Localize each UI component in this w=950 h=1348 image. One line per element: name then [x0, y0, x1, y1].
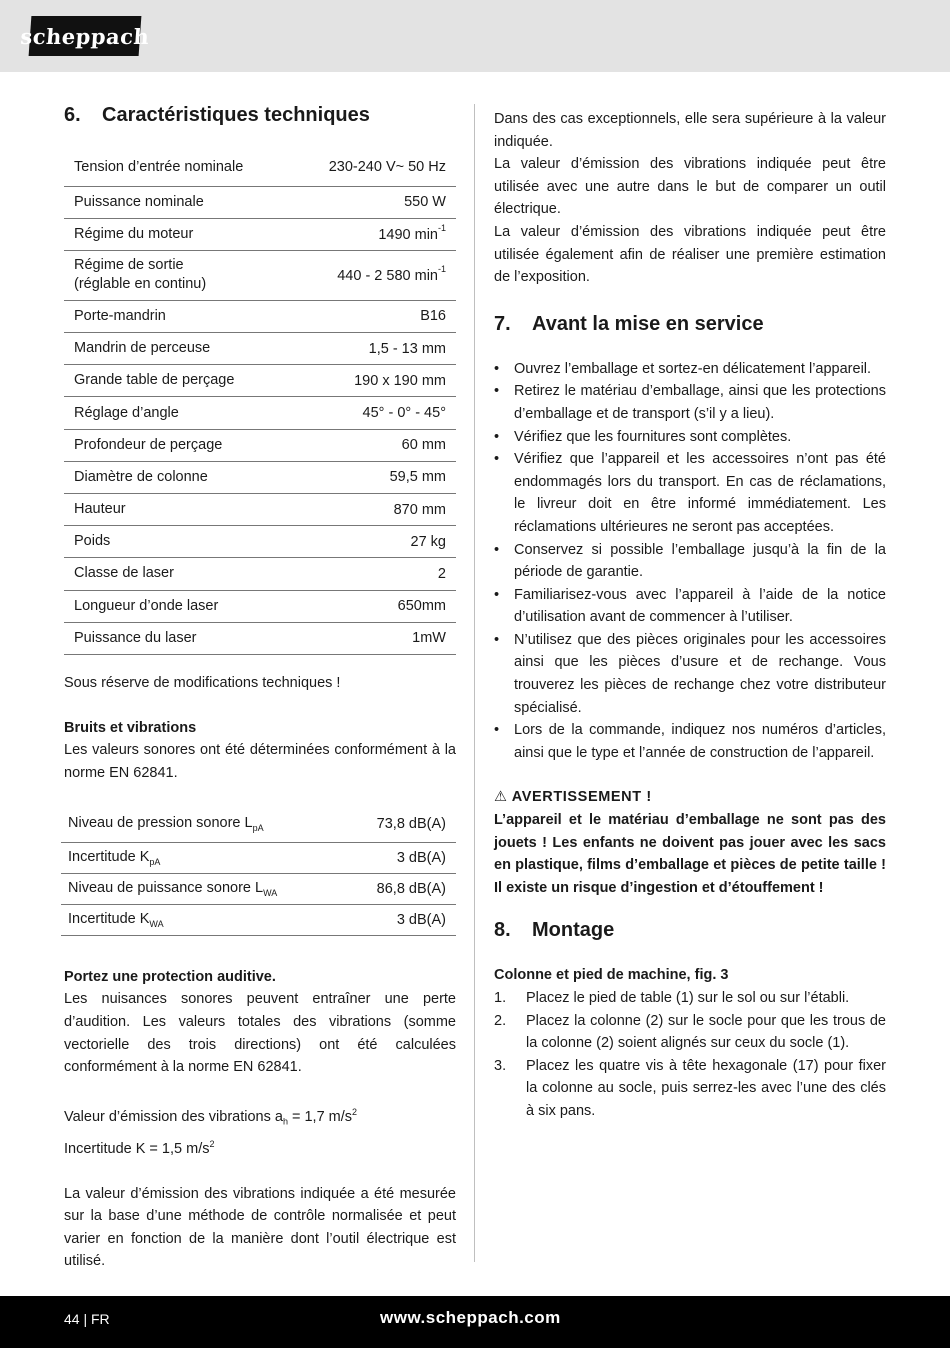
section-8-heading [494, 919, 886, 942]
checklist-item: • Vérifiez que les fournitures sont complètes. [494, 426, 886, 449]
spec-value: 870 mm [291, 494, 456, 526]
spec-value: 59,5 mm [291, 461, 456, 493]
spec-value: 27 kg [291, 526, 456, 558]
column-divider [474, 104, 475, 1262]
spec-label: Longueur d’onde laser [64, 590, 291, 622]
spec-label: Diamètre de colonne [64, 461, 291, 493]
step-number: 3. [494, 1057, 507, 1074]
spec-label: Régime du moteur [64, 218, 291, 250]
noise-label: Niveau de puissance sonore $L_{WA}$ [61, 873, 344, 904]
spec-label: Hauteur [64, 494, 291, 526]
spec-row [64, 461, 456, 493]
spec-value: 2 [291, 558, 456, 590]
website-url: www.scheppach.com [380, 1308, 561, 1327]
right-column [494, 108, 886, 1123]
section-title: Montage [532, 919, 615, 942]
section-title: Avant la mise en service [532, 312, 764, 335]
reserve-note: Sous réserve de modifications techniques ! [64, 674, 341, 691]
spec-row [64, 590, 456, 622]
checklist-item: • Conservez si possible l’emballage jusqu’à la fin de la période de garantie. [494, 539, 886, 584]
section-title: Caractéristiques techniques [102, 104, 370, 126]
spec-label: Porte-mandrin [64, 300, 291, 332]
vibration-label: Valeur d’émission des vibrations a [64, 1108, 283, 1125]
montage-step [494, 1010, 886, 1055]
section-6-heading [64, 104, 456, 127]
step-text: Placez la colonne (2) sur le socle pour que les trous de la colonne (2) soient alignés sur ceux du socle (1). [526, 1012, 886, 1052]
spec-label: Profondeur de perçage [64, 429, 291, 461]
protection-heading: Portez une protection auditive. [64, 968, 276, 985]
checklist-item: • Vérifiez que l’appareil et les accessoires n’ont pas été endommagés lors du transport. En cas de réclamations, le livreur doit en être informé immédiatement. Les réclamations ultérieures ne seront pas acceptées. [494, 448, 886, 538]
spec-label: Réglage d’angle [64, 397, 291, 429]
spec-value: 1mW [291, 622, 456, 654]
spec-value: 60 mm [291, 429, 456, 461]
spec-label: Classe de laser [64, 558, 291, 590]
spec-value: 550 W [291, 186, 456, 218]
montage-step [494, 1055, 886, 1123]
spec-row [64, 300, 456, 332]
warning-text: L’appareil et le matériau d’emballage ne sont pas des jouets ! Les enfants ne doivent pas jouer avec les sacs en plastique, films d’emballage et pièces de petite taille ! Il existe un risque d’ingestion et d’étouffement ! [494, 812, 886, 896]
spec-value: 1490 $\min^{-1}$ [291, 218, 456, 250]
uncertainty-value: Incertitude K = 1,5 m/s [64, 1140, 210, 1157]
noise-heading: Bruits et vibrations [64, 719, 197, 736]
spec-value: 190 x 190 mm [291, 365, 456, 397]
spec-row [64, 250, 456, 300]
spec-value: 440 - 2 580 $\min^{-1}$ [291, 250, 456, 300]
checklist-item: • Familiarisez-vous avec l’appareil à l’aide de la notice d’utilisation avant de commencer à l’utiliser. [494, 584, 886, 629]
page-header [0, 0, 950, 72]
noise-label: Incertitude $K_{WA}$ [61, 904, 344, 935]
noise-value: 73,8 dB(A) [344, 806, 456, 842]
technical-specs-table [64, 149, 456, 655]
scheppach-logo: scheppach [29, 16, 142, 56]
checklist-item: • N’utilisez que des pièces originales pour les accessoires ainsi que les pièces d’usure et de rechange. Vous trouverez les pièces de rechange chez votre distributeur spécialisé. [494, 629, 886, 719]
vibration-paragraph: La valeur d’émission des vibrations indiquée a été mesurée sur la base d’une méthode de contrôle normalisée et peut varier en fonction de la manière dont l’outil électrique est utilisé. [64, 1185, 456, 1270]
noise-values-table [61, 806, 456, 936]
step-text: Placez le pied de table (1) sur le sol ou sur l’établi. [526, 990, 850, 1006]
vibration-emission-value [64, 1101, 456, 1133]
checklist-item: • Ouvrez l’emballage et sortez-en délicatement l’appareil. [494, 358, 886, 381]
spec-label: Puissance nominale [64, 186, 291, 218]
step-text: Placez les quatre vis à tête hexagonale (17) pour fixer la colonne au socle, puis serrez-les avec l’une des clés à six pans. [526, 1057, 886, 1119]
montage-steps [494, 987, 886, 1123]
checklist [494, 358, 886, 765]
step-number: 1. [494, 990, 507, 1006]
page-number: 44 | FR [64, 1311, 110, 1327]
spec-value: 650mm [291, 590, 456, 622]
montage-step [494, 987, 886, 1010]
spec-label: Puissance du laser [64, 622, 291, 654]
vibration-uncertainty [64, 1133, 456, 1160]
warning-icon: ⚠ [494, 789, 508, 806]
spec-label: Mandrin de perceuse [64, 333, 291, 365]
noise-row [61, 873, 456, 904]
checklist-item: • Retirez le matériau d’emballage, ainsi que les protections d’emballage et de transport (s’il y a lieu). [494, 380, 886, 425]
noise-value: 86,8 dB(A) [344, 873, 456, 904]
noise-label: Incertitude $K_{pA}$ [61, 842, 344, 873]
spec-label: Poids [64, 526, 291, 558]
spec-row [64, 429, 456, 461]
spec-row [64, 365, 456, 397]
page-footer [0, 1296, 950, 1348]
spec-row [64, 149, 456, 186]
spec-value: 1,5 - 13 mm [291, 333, 456, 365]
spec-label: Régime de sortie (réglable en continu) [64, 250, 291, 300]
spec-row [64, 494, 456, 526]
spec-value: 230-240 V~ 50 Hz [291, 149, 456, 186]
uncertainty-superscript: 2 [209, 1139, 215, 1150]
spec-row [64, 526, 456, 558]
spec-label: Tension d’entrée nominale [64, 149, 291, 186]
section-number: 7. [494, 312, 511, 335]
noise-row [61, 842, 456, 873]
warning-heading [494, 786, 886, 809]
noise-row [61, 806, 456, 842]
noise-row [61, 904, 456, 935]
noise-text: Les valeurs sonores ont été déterminées conformément à la norme EN 62841. [64, 742, 456, 781]
spec-row [64, 622, 456, 654]
noise-value: 3 dB(A) [344, 904, 456, 935]
spec-value: 45° - 0° - 45° [291, 397, 456, 429]
intro-paragraph-1: Dans des cas exceptionnels, elle sera supérieure à la valeur indiquée. [494, 111, 886, 150]
warning-title: AVERTISSEMENT ! [511, 789, 652, 806]
spec-row [64, 186, 456, 218]
section-number: 6. [64, 104, 81, 126]
noise-label: Niveau de pression sonore $L_{pA}$ [61, 806, 344, 842]
intro-paragraph-2: La valeur d’émission des vibrations indiquée peut être utilisée avec une autre dans le but de comparer un outil électrique. [494, 156, 886, 218]
spec-row [64, 397, 456, 429]
left-column [64, 104, 456, 1273]
vibration-value: = 1,7 m/s [287, 1108, 353, 1125]
checklist-item: • Lors de la commande, indiquez nos numéros d’articles, ainsi que le type et l’année de construction de l’appareil. [494, 719, 886, 764]
protection-text: Les nuisances sonores peuvent entraîner une perte d’audition. Les valeurs totales des vibrations (somme vectorielle des trois directions) ont été calculées conformément à la norme EN 62841. [64, 991, 456, 1076]
noise-value: 3 dB(A) [344, 842, 456, 873]
spec-label: Grande table de perçage [64, 365, 291, 397]
step-number: 2. [494, 1012, 507, 1029]
montage-subheading: Colonne et pied de machine, fig. 3 [494, 967, 729, 984]
spec-row [64, 558, 456, 590]
section-7-heading [494, 313, 886, 336]
intro-paragraph-3: La valeur d’émission des vibrations indiquée peut être utilisée également afin de réaliser une première estimation de l’exposition. [494, 223, 886, 286]
spec-value: B16 [291, 300, 456, 332]
spec-row [64, 333, 456, 365]
vibration-superscript: 2 [352, 1106, 358, 1117]
section-number: 8. [494, 919, 511, 942]
vibration-subscript: h [282, 1116, 288, 1127]
spec-row [64, 218, 456, 250]
